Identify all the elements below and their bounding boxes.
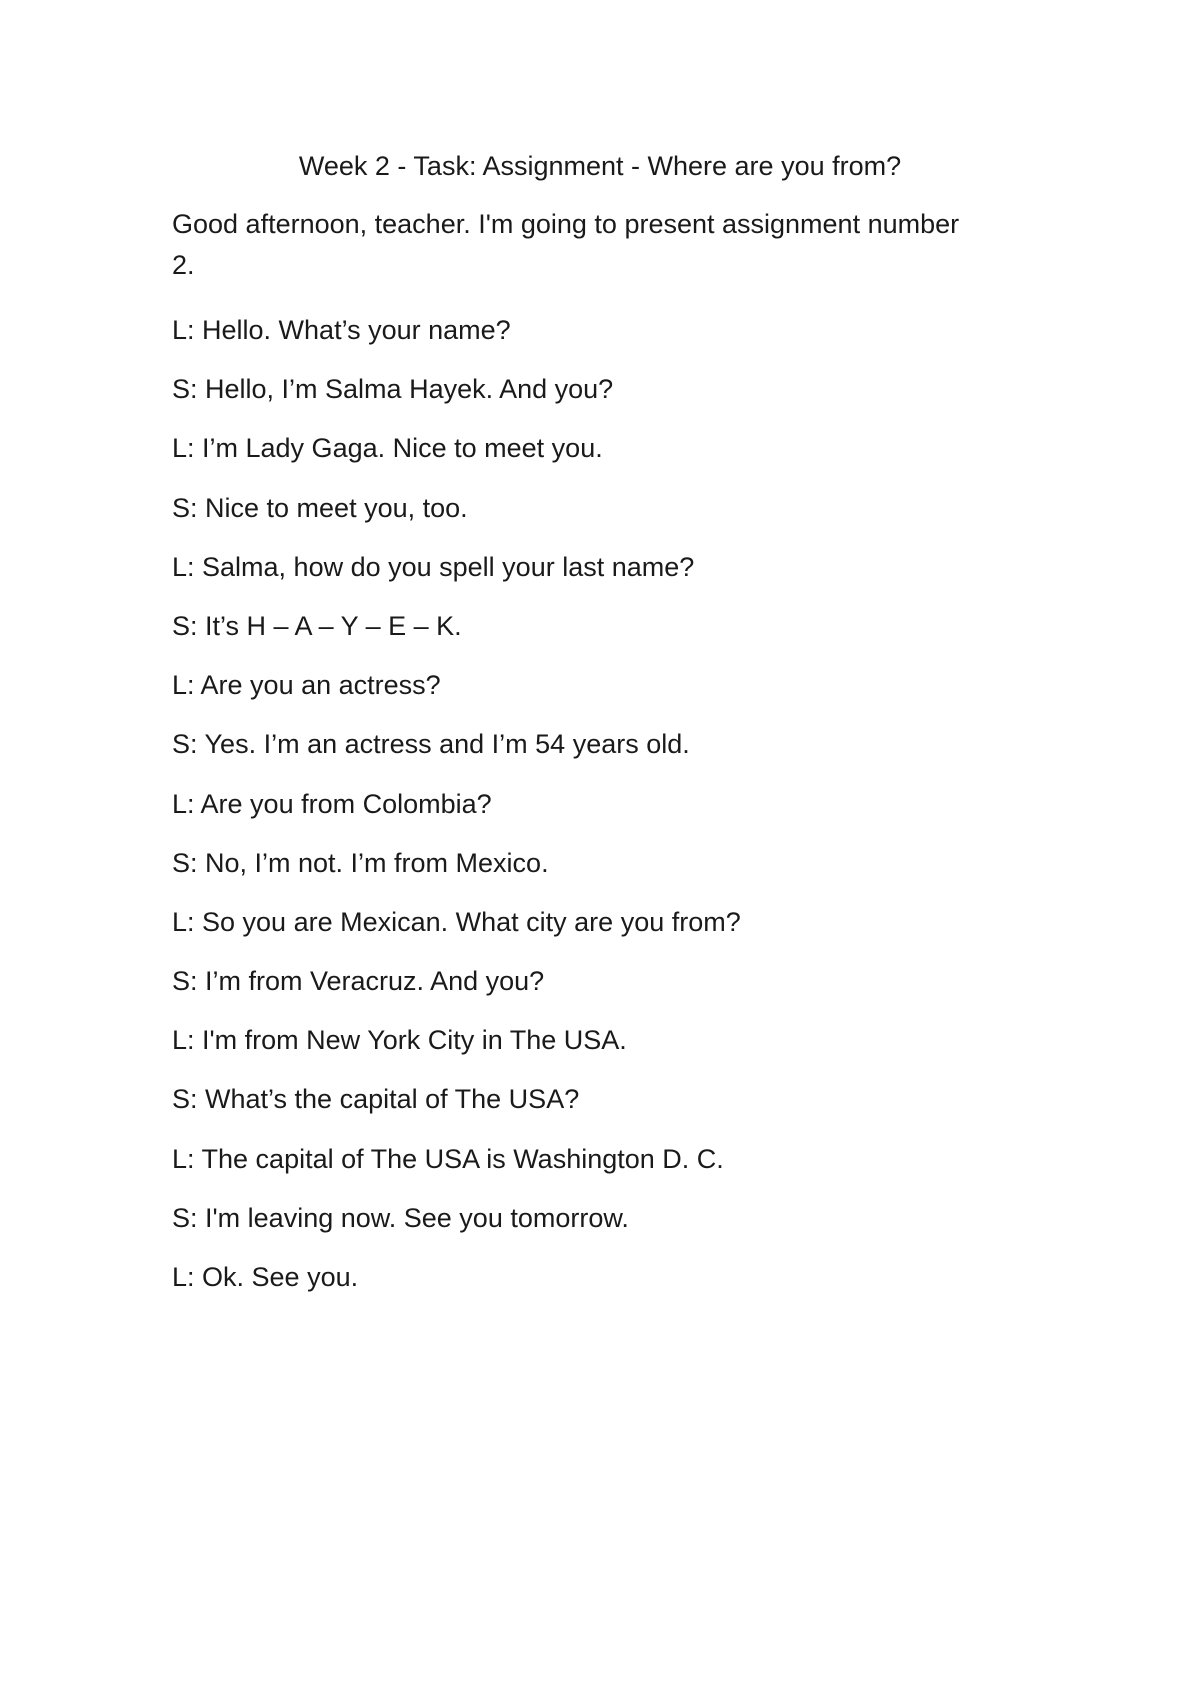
dialogue-line: L: Salma, how do you spell your last name?	[172, 551, 695, 582]
dialogue-line: S: It’s H – A – Y – E – K.	[172, 610, 462, 641]
dialogue-line: L: Ok. See you.	[172, 1262, 359, 1292]
dialogue-line: L: The capital of The USA is Washington D. C.	[172, 1143, 724, 1174]
dialogue-line: S: Yes. I’m an actress and I’m 54 years old.	[172, 729, 690, 760]
document-title: Week 2 - Task: Assignment - Where are you from?	[298, 151, 902, 181]
dialogue-line: L: I’m Lady Gaga. Nice to meet you.	[172, 433, 603, 464]
dialogue-list	[172, 310, 1032, 1316]
dialogue-line: S: I'm leaving now. See you tomorrow.	[172, 1202, 629, 1233]
dialogue-line: S: Nice to meet you, too.	[172, 492, 468, 523]
dialogue-line: L: Are you from Colombia?	[172, 788, 492, 819]
dialogue-line: L: Hello. What’s your name?	[172, 315, 511, 345]
dialogue-line: L: Are you an actress?	[172, 670, 441, 701]
dialogue-line: L: I'm from New York City in The USA.	[172, 1025, 627, 1056]
dialogue-line: S: What’s the capital of The USA?	[172, 1084, 580, 1115]
dialogue-line: S: Hello, I’m Salma Hayek. And you?	[172, 374, 614, 405]
intro-paragraph: Good afternoon, teacher. I'm going to present assignment number 2.	[172, 209, 960, 280]
dialogue-line: S: No, I’m not. I’m from Mexico.	[172, 847, 549, 878]
dialogue-line: S: I’m from Veracruz. And you?	[172, 966, 545, 997]
dialogue-line: L: So you are Mexican. What city are you from?	[172, 906, 741, 937]
